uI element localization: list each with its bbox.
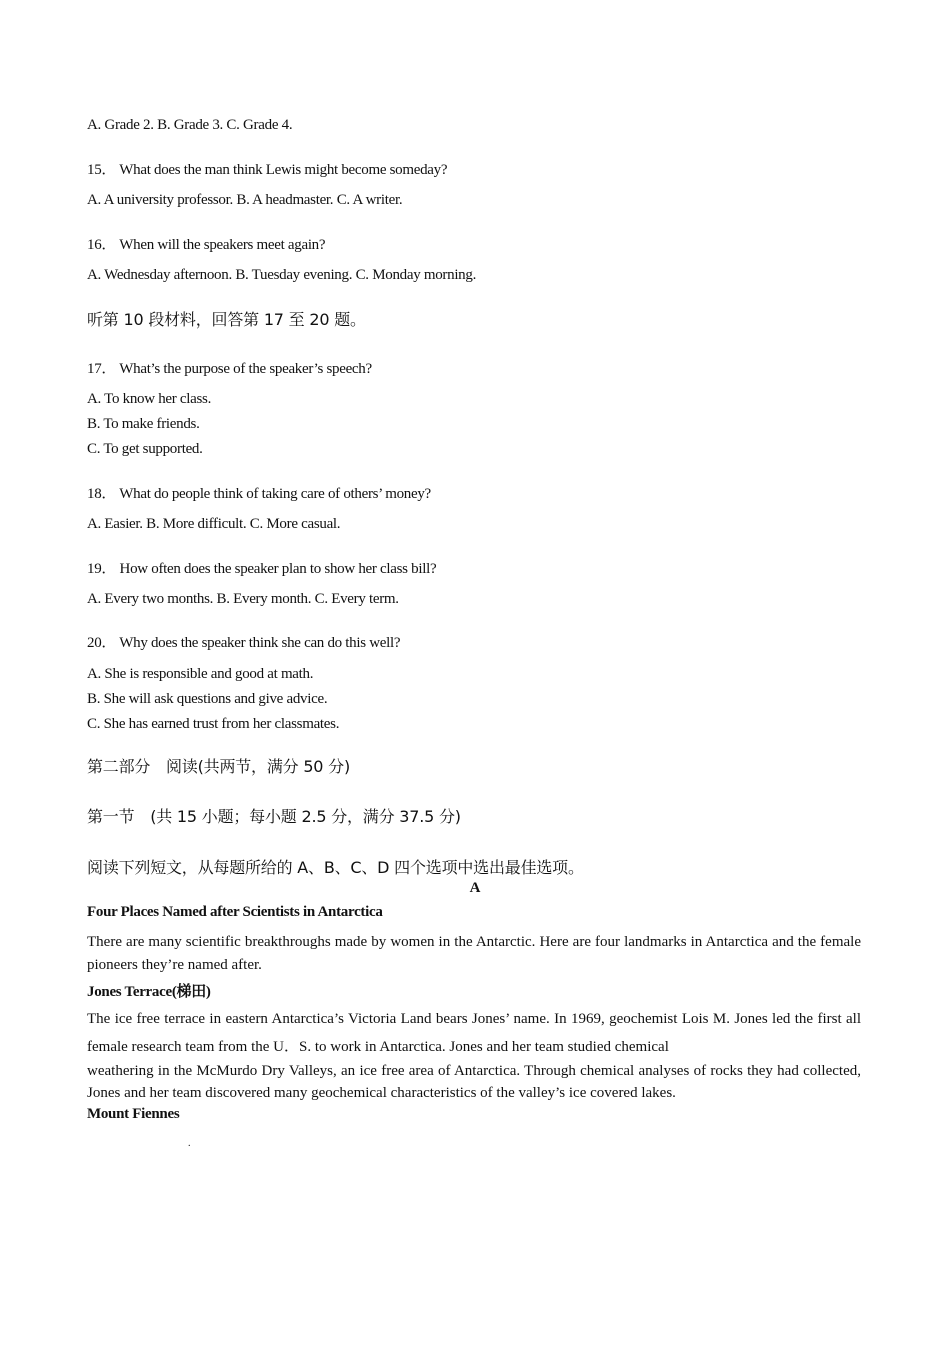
- q17-option-c: C. To get supported.: [87, 441, 203, 457]
- passage-label: A: [469, 880, 481, 896]
- q14-options: A. Grade 2. B. Grade 3. C. Grade 4.: [87, 117, 293, 133]
- question-15: 15． What does the man think Lewis might become someday?: [87, 162, 448, 178]
- q20-option-b: B. She will ask questions and give advice.: [87, 691, 328, 707]
- question-17: 17． What’s the purpose of the speaker’s speech?: [87, 361, 372, 377]
- q20-option-c: C. She has earned trust from her classmates.: [87, 716, 340, 732]
- q15-options: A. A university professor. B. A headmaster. C. A writer.: [87, 192, 403, 208]
- section-10-instruction: 听第 10 段材料，回答第 17 至 20 题。: [87, 310, 366, 329]
- q16-options: A. Wednesday afternoon. B. Tuesday evening. C. Monday morning.: [87, 267, 477, 283]
- passage-title: Four Places Named after Scientists in Antarctica: [87, 904, 383, 920]
- question-16: 16． When will the speakers meet again?: [87, 237, 326, 253]
- q18-options: A. Easier. B. More difficult. C. More casual.: [87, 516, 341, 532]
- footer-mark: .: [188, 1138, 191, 1149]
- reading-section-title: 第一节 (共 15 小题；每小题 2.5 分，满分 37.5 分): [87, 807, 461, 826]
- paragraph-jones-line2: weathering in the McMurdo Dry Valleys, an ice free area of Antarctica. Through chemical analyses of rocks they had collected, Jones and her team discovered many geochemical characteristics of the valley’s ice covered lakes.: [87, 1063, 861, 1101]
- q19-options: A. Every two months. B. Every month. C. Every term.: [87, 591, 399, 607]
- question-19: 19． How often does the speaker plan to show her class bill?: [87, 561, 437, 577]
- q17-option-b: B. To make friends.: [87, 416, 200, 432]
- reading-instruction: 阅读下列短文，从每题所给的 A、B、C、D 四个选项中选出最佳选项。: [87, 858, 584, 877]
- question-20: 20． Why does the speaker think she can do this well?: [87, 635, 401, 651]
- reading-part-title: 第二部分 阅读(共两节，满分 50 分): [87, 757, 351, 776]
- paragraph-jones-line1: The ice free terrace in eastern Antarctica’s Victoria Land bears Jones’ name. In 1969, geochemist Lois M. Jones led the first all female research team from the U．S. to work in Antarctica. Jones and her team studied chemical: [87, 1011, 861, 1055]
- heading-jones-terrace: Jones Terrace(梯田): [87, 984, 211, 1000]
- q20-option-a: A. She is responsible and good at math.: [87, 666, 314, 682]
- passage-intro: There are many scientific breakthroughs made by women in the Antarctic. Here are four landmarks in Antarctica and the female pioneers they’re named after.: [87, 934, 861, 973]
- heading-mount-fiennes: Mount Fiennes: [87, 1106, 180, 1122]
- q17-option-a: A. To know her class.: [87, 391, 212, 407]
- question-18: 18． What do people think of taking care of others’ money?: [87, 486, 431, 502]
